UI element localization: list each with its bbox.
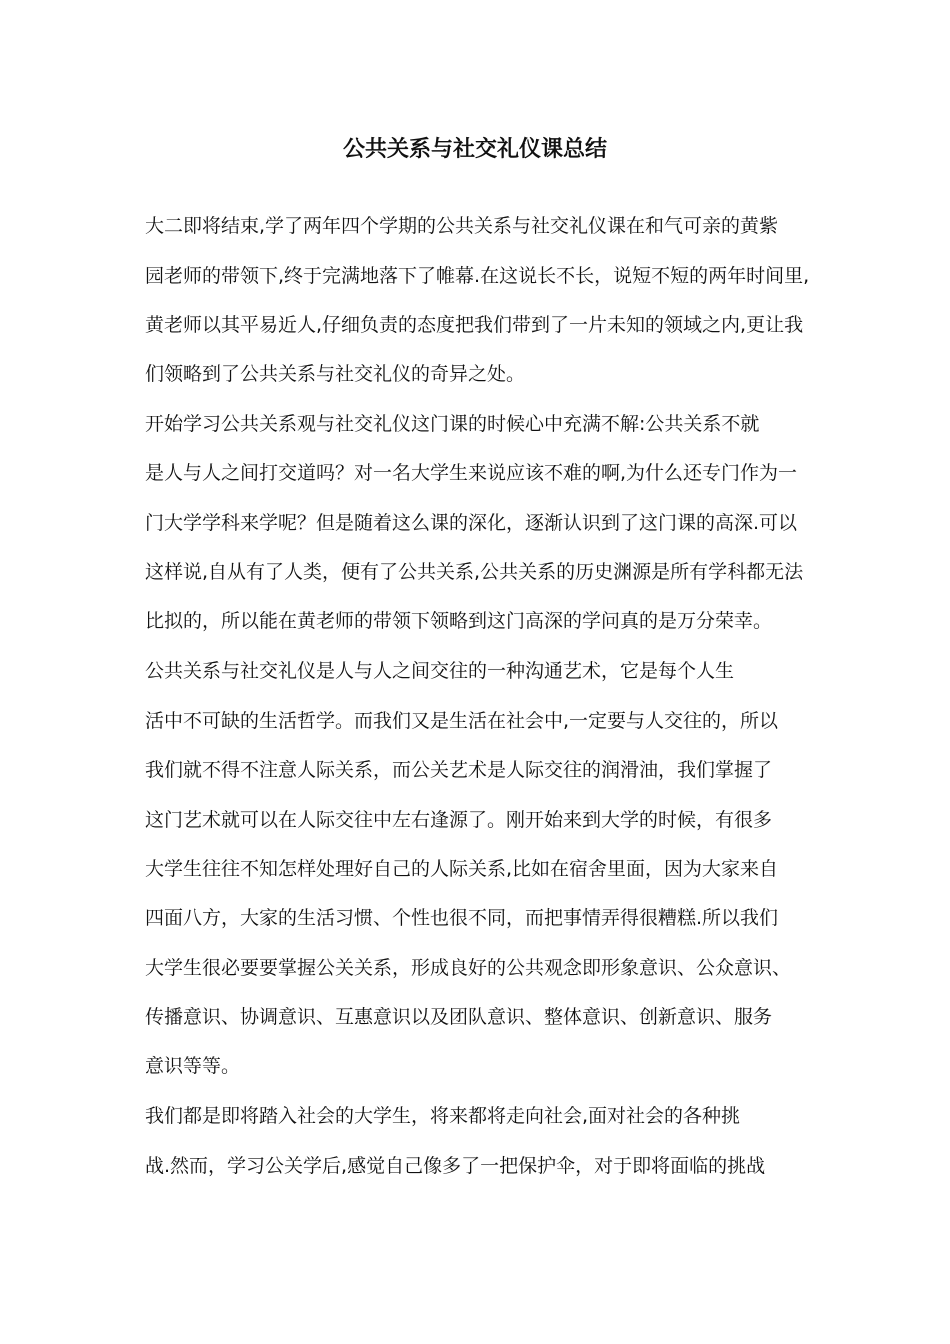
body-line: 活中不可缺的生活哲学。而我们又是生活在社会中,一定要与人交往的，所以 [145,710,779,732]
body-line: 们领略到了公共关系与社交礼仪的奇异之处。 [145,363,526,385]
body-line: 是人与人之间打交道吗？对一名大学生来说应该不难的啊,为什么还专门作为一 [145,462,798,484]
body-line: 四面八方，大家的生活习惯、个性也很不同，而把事情弄得很糟糕.所以我们 [145,907,779,929]
body-line: 开始学习公共关系观与社交礼仪这门课的时候心中充满不解:公共关系不就 [145,413,760,435]
body-line: 意识等等。 [145,1055,241,1077]
body-line: 这样说,自从有了人类，便有了公共关系,公共关系的历史渊源是所有学科都无法 [145,561,804,583]
body-line: 我们都是即将踏入社会的大学生，将来都将走向社会,面对社会的各种挑 [145,1105,741,1127]
document-title: 公共关系与社交礼仪课总结 [342,137,607,162]
body-line: 我们就不得不注意人际关系，而公关艺术是人际交往的润滑油，我们掌握了 [145,759,773,781]
body-line: 大二即将结束,学了两年四个学期的公共关系与社交礼仪课在和气可亲的黄紫 [145,215,779,237]
body-line: 比拟的，所以能在黄老师的带领下领略到这门高深的学问真的是万分荣幸。 [145,610,773,632]
body-line: 战.然而，学习公关学后,感觉自己像多了一把保护伞，对于即将面临的挑战 [145,1155,766,1177]
body-line: 公共关系与社交礼仪是人与人之间交往的一种沟通艺术，它是每个人生 [145,660,735,682]
body-line: 大学生往往不知怎样处理好自己的人际关系,比如在宿舍里面，因为大家来自 [145,858,779,880]
body-line: 大学生很必要要掌握公关关系，形成良好的公共观念即形象意识、公众意识、 [145,957,792,979]
body-line: 黄老师以其平易近人,仔细负责的态度把我们带到了一片未知的领域之内,更让我 [145,314,804,336]
body-line: 园老师的带领下,终于完满地落下了帷幕.在这说长不长，说短不短的两年时间里, [145,265,810,287]
body-line: 传播意识、协调意识、互惠意识以及团队意识、整体意识、创新意识、服务 [145,1006,773,1028]
body-line: 门大学学科来学呢？但是随着这么课的深化，逐渐认识到了这门课的高深.可以 [145,512,798,534]
body-line: 这门艺术就可以在人际交往中左右逢源了。刚开始来到大学的时候，有很多 [145,809,773,831]
